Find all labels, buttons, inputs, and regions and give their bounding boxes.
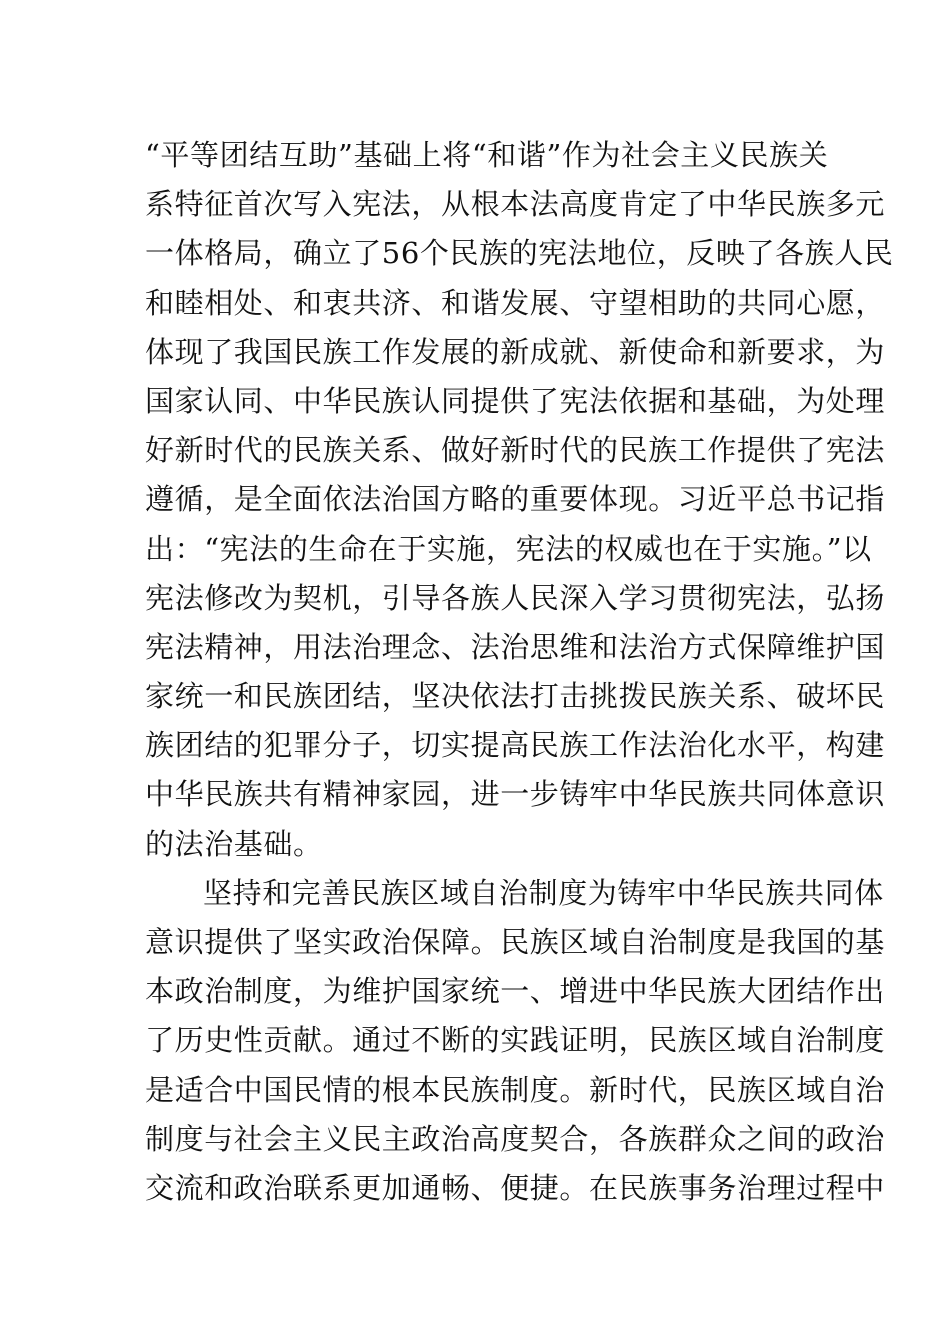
p1-line-1: “平等团结互助”基础上将“和谐”作为社会主义民族关 (145, 138, 829, 172)
body-text (145, 131, 894, 1213)
p2-line-2: 意识提供了坚实政治保障。民族区域自治制度是我国的基 (145, 925, 886, 959)
p2-line-4: 了历史性贡献。通过不断的实践证明，民族区域自治制度 (145, 1023, 886, 1058)
p2-line-5: 是适合中国民情的根本民族制度。新时代，民族区域自治 (145, 1072, 886, 1107)
p1-line-14: 中华民族共有精神家园，进一步铸牢中华民族共同体意识 (145, 777, 886, 812)
p2-line-1: 坚持和完善民族区域自治制度为铸牢中华民族共同体 (203, 875, 884, 910)
p2-line-7: 交流和政治联系更加通畅、便捷。在民族事务治理过程中 (145, 1170, 886, 1205)
p2-line-6: 制度与社会主义民主政治高度契合，各族群众之间的政治 (145, 1121, 886, 1156)
p1-line-5: 体现了我国民族工作发展的新成就、新使命和新要求，为 (145, 334, 886, 369)
p1-line-12: 家统一和民族团结，坚决依法打击挑拨民族关系、破坏民 (145, 679, 886, 714)
p1-line-11: 宪法精神，用法治理念、法治思维和法治方式保障维护国 (145, 629, 886, 664)
p1-line-10: 宪法修改为契机，引导各族人民深入学习贯彻宪法，弘扬 (145, 580, 886, 615)
p1-line-13: 族团结的犯罪分子，切实提高民族工作法治化水平，构建 (145, 728, 886, 763)
p1-line-3: 一体格局，确立了56个民族的宪法地位，反映了各族人民 (145, 236, 894, 271)
p1-line-7: 好新时代的民族关系、做好新时代的民族工作提供了宪法 (145, 433, 886, 468)
p1-line-9: 出：“宪法的生命在于实施，宪法的权威也在于实施。”以 (145, 531, 872, 566)
p2-line-3: 本政治制度，为维护国家统一、增进中华民族大团结作出 (145, 974, 886, 1009)
p1-line-8: 遵循，是全面依法治国方略的重要体现。习近平总书记指 (145, 482, 886, 517)
p1-line-4: 和睦相处、和衷共济、和谐发展、守望相助的共同心愿， (145, 285, 886, 320)
p1-line-6: 国家认同、中华民族认同提供了宪法依据和基础，为处理 (145, 383, 886, 418)
p1-line-15: 的法治基础。 (145, 826, 323, 861)
p1-line-2: 系特征首次写入宪法，从根本法高度肯定了中华民族多元 (145, 187, 886, 222)
